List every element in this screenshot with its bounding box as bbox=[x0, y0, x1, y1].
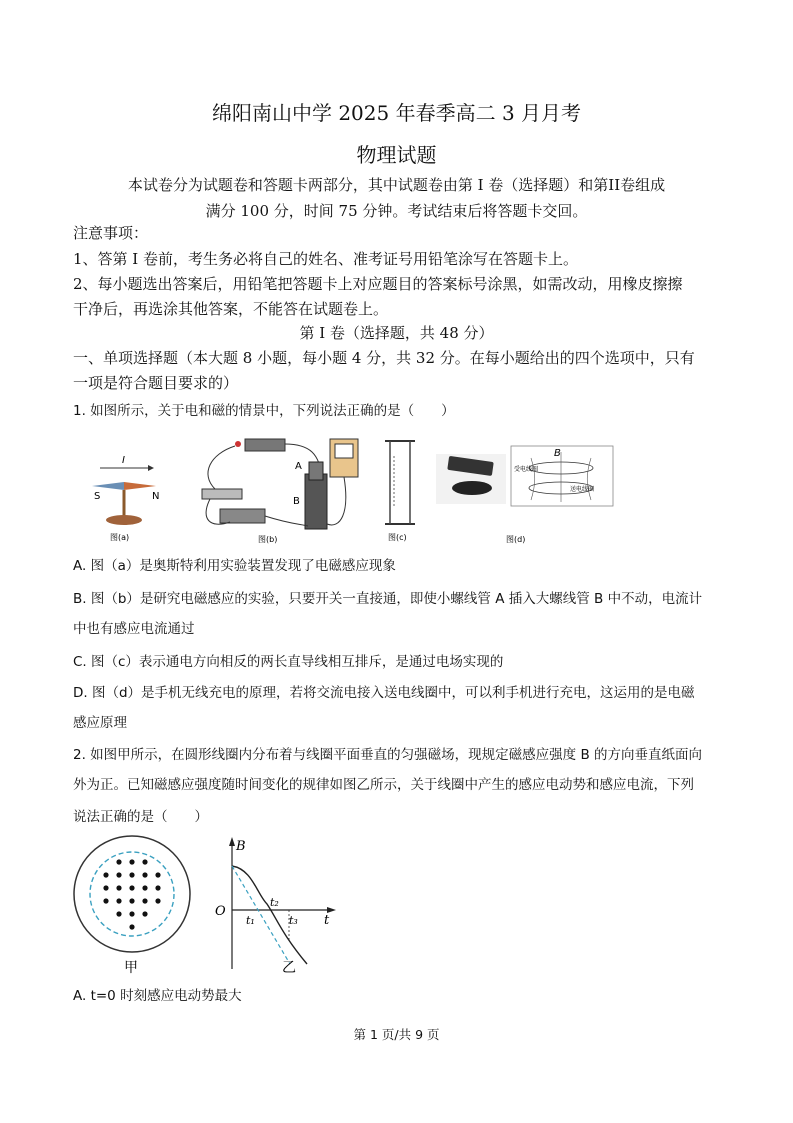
intro-line-1: 本试卷分为试题卷和答题卡两部分，其中试题卷由第 I 卷（选择题）和第II卷组成 bbox=[127, 176, 666, 194]
charging-pad bbox=[452, 481, 492, 495]
q1-option-c: C. 图（c）表示通电方向相反的两长直导线相互排斥，是通过电场实现的 bbox=[73, 654, 504, 670]
field-dot bbox=[142, 872, 147, 877]
part1-heading: 第 I 卷（选择题，共 48 分） bbox=[299, 324, 494, 342]
needle-south bbox=[92, 482, 124, 490]
q1-option-b-2: 中也有感应电流通过 bbox=[73, 621, 195, 637]
receive-coil-label: 受电线圈 bbox=[514, 466, 539, 473]
q2-stem-1: 2. 如图甲所示，在圆形线圈内分布着与线圈平面垂直的匀强磁场，现规定磁感应强度 B 的方向垂直纸面向 bbox=[73, 747, 703, 763]
field-dot bbox=[116, 859, 121, 864]
fig-b-caption: 图(b) bbox=[258, 535, 278, 544]
needle-north bbox=[124, 482, 156, 490]
south-label: S bbox=[94, 491, 101, 502]
q1-figure-d bbox=[436, 444, 616, 544]
field-dot bbox=[142, 898, 147, 903]
exam-subject: 物理试题 bbox=[356, 143, 437, 167]
q1-stem: 1. 如图所示，关于电和磁的情景中，下列说法正确的是（ ） bbox=[73, 403, 455, 419]
section-heading-b: 一项是符合题目要求的） bbox=[73, 374, 239, 392]
q1-figure-b bbox=[190, 434, 360, 546]
field-dot bbox=[129, 898, 134, 903]
field-dot bbox=[116, 898, 121, 903]
q2-stem-2: 外为正。已知磁感应强度随时间变化的规律如图乙所示，关于线圈中产生的感应电动势和感应电流，下列 bbox=[73, 777, 694, 793]
current-arrow-head bbox=[148, 465, 154, 471]
field-label: B bbox=[554, 448, 561, 459]
field-dots bbox=[103, 859, 160, 929]
b-axis-label: B bbox=[236, 839, 246, 854]
q1-option-d-2: 感应原理 bbox=[73, 715, 127, 731]
notes-item-2b: 干净后，再选涂其他答案，不能答在试题卷上。 bbox=[73, 300, 389, 318]
field-dot bbox=[116, 911, 121, 916]
q2-figure-yi bbox=[212, 834, 342, 979]
field-dot bbox=[142, 859, 147, 864]
coil-a-label: A bbox=[295, 461, 302, 472]
intro-line-2: 满分 100 分，时间 75 分钟。考试结束后将答题卡交回。 bbox=[205, 202, 588, 220]
coil-b-label: B bbox=[293, 496, 300, 507]
q1-figure-c bbox=[380, 436, 420, 546]
rheostat bbox=[220, 509, 265, 523]
t3-label: t₃ bbox=[289, 914, 298, 927]
field-dot bbox=[155, 872, 160, 877]
notes-item-1: 1、答第 I 卷前，考生务必将自己的姓名、准考证号用铅笔涂写在答题卡上。 bbox=[73, 250, 579, 268]
field-dot bbox=[155, 885, 160, 890]
field-dot bbox=[142, 911, 147, 916]
t-axis-label: t bbox=[324, 913, 330, 928]
coil-b bbox=[305, 474, 327, 529]
send-coil-label: 送电线圈 bbox=[570, 486, 595, 493]
field-dot bbox=[155, 898, 160, 903]
notes-heading: 注意事项： bbox=[73, 224, 149, 242]
field-dot bbox=[129, 924, 134, 929]
page-footer: 第 1 页/共 9 页 bbox=[353, 1027, 440, 1042]
field-dot bbox=[129, 872, 134, 877]
field-dot bbox=[103, 872, 108, 877]
field-dot bbox=[116, 872, 121, 877]
fig-d-caption: 图(d) bbox=[506, 535, 526, 544]
q2-option-a: A. t=0 时刻感应电动势最大 bbox=[73, 988, 242, 1004]
origin-label: O bbox=[215, 904, 226, 919]
field-dot bbox=[129, 885, 134, 890]
battery bbox=[245, 439, 285, 451]
t1-label: t₁ bbox=[246, 914, 255, 927]
tangent-line bbox=[232, 866, 290, 964]
field-dot bbox=[103, 885, 108, 890]
q2-figure-jia bbox=[72, 834, 202, 979]
switch bbox=[202, 489, 242, 499]
field-dot bbox=[103, 898, 108, 903]
fig-a-caption: 图(a) bbox=[110, 533, 130, 542]
fig-yi-caption: 乙 bbox=[282, 960, 296, 976]
compass-stand bbox=[106, 515, 142, 525]
fig-c-caption: 图(c) bbox=[388, 533, 407, 542]
q1-option-a: A. 图（a）是奥斯特利用实验装置发现了电磁感应现象 bbox=[73, 558, 396, 574]
field-dot bbox=[142, 885, 147, 890]
fig-jia-caption: 甲 bbox=[124, 960, 138, 976]
coil-outer bbox=[74, 836, 190, 952]
q2-stem-3: 说法正确的是（ ） bbox=[73, 809, 208, 825]
field-dot bbox=[129, 911, 134, 916]
section-heading-a: 一、单项选择题（本大题 8 小题，每小题 4 分，共 32 分。在每小题给出的四个选项中，只有 bbox=[73, 349, 695, 367]
q1-figure-a bbox=[80, 428, 170, 543]
coil-a bbox=[309, 462, 323, 480]
field-dot bbox=[116, 885, 121, 890]
field-dot bbox=[129, 859, 134, 864]
exam-title: 绵阳南山中学 2025 年春季高二 3 月月考 bbox=[211, 101, 582, 125]
q1-option-d-1: D. 图（d）是手机无线充电的原理，若将交流电接入送电线圈中，可以利手机进行充电，这运用的是电磁 bbox=[73, 685, 695, 701]
notes-item-2a: 2、每小题选出答案后，用铅笔把答题卡上对应题目的答案标号涂黑，如需改动，用橡皮擦擦 bbox=[73, 275, 683, 293]
current-label: I bbox=[122, 455, 125, 466]
q1-option-b-1: B. 图（b）是研究电磁感应的实验，只要开关一直接通，即使小螺线管 A 插入大螺线管 B 中不动，电流计 bbox=[73, 591, 703, 607]
t2-label: t₂ bbox=[270, 896, 279, 909]
north-label: N bbox=[152, 491, 160, 502]
